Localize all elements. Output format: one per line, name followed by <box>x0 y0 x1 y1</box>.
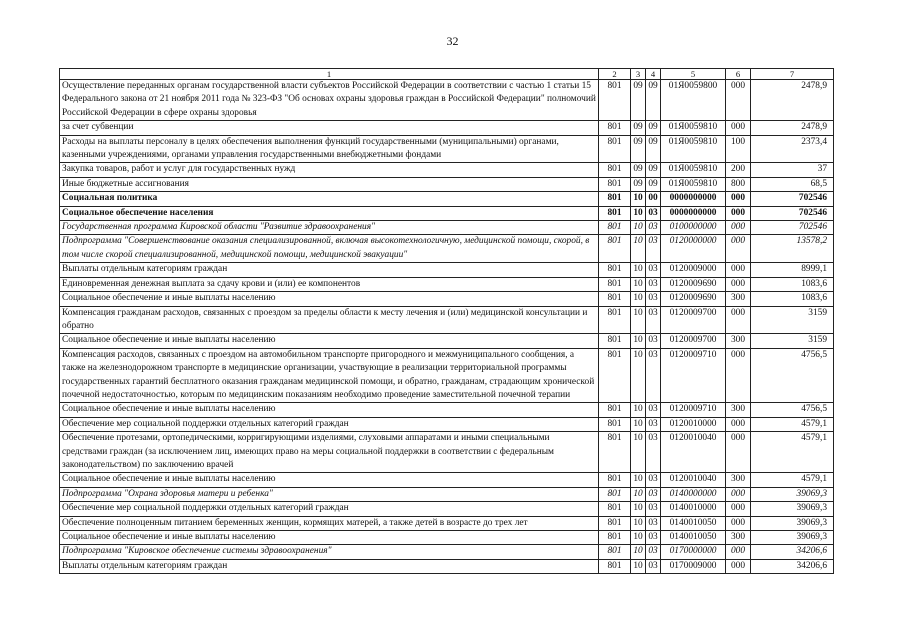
row-value-cell: 0120010040 <box>661 432 726 473</box>
row-value-cell: 0000000000 <box>661 192 726 206</box>
row-value-cell: 03 <box>646 432 661 473</box>
row-value-cell: 10 <box>631 516 646 530</box>
row-name-cell: Социальное обеспечение и иные выплаты населению <box>60 334 599 348</box>
row-value-cell: 0120000000 <box>661 235 726 263</box>
table-body <box>60 69 834 574</box>
row-value-cell: 0000000000 <box>661 206 726 220</box>
header-cell: 2 <box>599 69 631 80</box>
table-row <box>60 135 834 163</box>
row-name-cell: за счет субвенции <box>60 121 599 135</box>
row-value-cell: 200 <box>726 163 751 177</box>
row-value-cell: 10 <box>631 559 646 573</box>
row-value-cell: 03 <box>646 292 661 306</box>
row-value-cell: 801 <box>599 531 631 545</box>
row-value-cell: 2478,9 <box>751 121 834 135</box>
row-value-cell: 4756,5 <box>751 348 834 403</box>
row-value-cell: 03 <box>646 516 661 530</box>
row-name-cell: Обеспечение полноценным питанием беременных женщин, кормящих матерей, а также детей в возрасте до трех лет <box>60 516 599 530</box>
row-value-cell: 801 <box>599 417 631 431</box>
row-value-cell: 801 <box>599 432 631 473</box>
header-row <box>60 69 834 80</box>
row-value-cell: 300 <box>726 473 751 487</box>
row-value-cell: 000 <box>726 348 751 403</box>
row-value-cell: 000 <box>726 121 751 135</box>
row-value-cell: 300 <box>726 292 751 306</box>
row-value-cell: 1083,6 <box>751 292 834 306</box>
row-value-cell: 10 <box>631 292 646 306</box>
row-value-cell: 03 <box>646 417 661 431</box>
row-value-cell: 0120009700 <box>661 306 726 334</box>
row-value-cell: 03 <box>646 473 661 487</box>
row-value-cell: 801 <box>599 348 631 403</box>
row-value-cell: 09 <box>631 121 646 135</box>
row-name-cell: Иные бюджетные ассигнования <box>60 177 599 191</box>
table-row <box>60 163 834 177</box>
row-value-cell: 4579,1 <box>751 417 834 431</box>
row-value-cell: 01Я0059810 <box>661 177 726 191</box>
row-value-cell: 000 <box>726 192 751 206</box>
row-value-cell: 34206,6 <box>751 559 834 573</box>
row-name-cell: Обеспечение мер социальной поддержки отдельных категорий граждан <box>60 502 599 516</box>
table-row <box>60 473 834 487</box>
row-value-cell: 10 <box>631 334 646 348</box>
row-value-cell: 03 <box>646 206 661 220</box>
row-value-cell: 09 <box>631 135 646 163</box>
row-value-cell: 801 <box>599 235 631 263</box>
row-value-cell: 0120009700 <box>661 334 726 348</box>
row-value-cell: 03 <box>646 348 661 403</box>
row-value-cell: 68,5 <box>751 177 834 191</box>
row-value-cell: 03 <box>646 545 661 559</box>
row-value-cell: 0120009690 <box>661 277 726 291</box>
table-row <box>60 334 834 348</box>
row-value-cell: 03 <box>646 306 661 334</box>
row-value-cell: 801 <box>599 206 631 220</box>
row-value-cell: 0170009000 <box>661 559 726 573</box>
row-value-cell: 10 <box>631 545 646 559</box>
row-value-cell: 801 <box>599 473 631 487</box>
header-cell: 3 <box>631 69 646 80</box>
row-value-cell: 0140000000 <box>661 487 726 501</box>
row-value-cell: 0120009000 <box>661 263 726 277</box>
row-value-cell: 801 <box>599 80 631 121</box>
row-value-cell: 000 <box>726 263 751 277</box>
row-name-cell: Осуществление переданных органам государственной власти субъектов Российской Федерации в соответствии с частью 1 статьи 15 Федерального закона от 21 ноября 2011 года № 323-ФЗ "Об основах охраны здоровья граждан в Российской Федерации" полномочий Российской Федерации в сфере охраны здоровья <box>60 80 599 121</box>
row-value-cell: 000 <box>726 206 751 220</box>
row-value-cell: 0140010050 <box>661 516 726 530</box>
row-value-cell: 300 <box>726 334 751 348</box>
row-value-cell: 4579,1 <box>751 473 834 487</box>
table-row <box>60 432 834 473</box>
row-name-cell: Обеспечение протезами, ортопедическими, корригирующими изделиями, слуховыми аппаратами и иными специальными средствами граждан (за исключением лиц, имеющих право на меры социальной поддержки в соответствии с федеральным законодательством) по заключению врачей <box>60 432 599 473</box>
row-value-cell: 39069,3 <box>751 502 834 516</box>
row-name-cell: Компенсация расходов, связанных с проездом на автомобильном транспорте пригородного и межмуниципального сообщения, а также на железнодорожном транспорте в медицинские организации, участвующие в реализации территориальной программы государственных гарантий бесплатного оказания гражданам медицинской помощи, и обратно, гражданам, страдающим хронической почечной недостаточностью, которым по медицинским показаниям необходимо проведение заместительной почечной терапии <box>60 348 599 403</box>
row-value-cell: 2373,4 <box>751 135 834 163</box>
table-row <box>60 348 834 403</box>
row-value-cell: 000 <box>726 516 751 530</box>
row-value-cell: 4579,1 <box>751 432 834 473</box>
table-row <box>60 292 834 306</box>
row-value-cell: 801 <box>599 292 631 306</box>
row-value-cell: 000 <box>726 487 751 501</box>
row-name-cell: Социальное обеспечение населения <box>60 206 599 220</box>
row-value-cell: 000 <box>726 432 751 473</box>
row-value-cell: 39069,3 <box>751 487 834 501</box>
row-value-cell: 000 <box>726 235 751 263</box>
row-value-cell: 2478,9 <box>751 80 834 121</box>
table-row <box>60 177 834 191</box>
row-value-cell: 01Я0059810 <box>661 163 726 177</box>
row-value-cell: 801 <box>599 559 631 573</box>
row-value-cell: 702546 <box>751 192 834 206</box>
row-value-cell: 801 <box>599 177 631 191</box>
row-value-cell: 09 <box>631 177 646 191</box>
row-value-cell: 000 <box>726 277 751 291</box>
row-value-cell: 000 <box>726 306 751 334</box>
row-value-cell: 3159 <box>751 306 834 334</box>
row-value-cell: 702546 <box>751 206 834 220</box>
row-value-cell: 09 <box>646 163 661 177</box>
row-value-cell: 09 <box>631 80 646 121</box>
row-value-cell: 0100000000 <box>661 221 726 235</box>
row-value-cell: 801 <box>599 516 631 530</box>
row-value-cell: 03 <box>646 559 661 573</box>
table-row <box>60 277 834 291</box>
row-value-cell: 10 <box>631 192 646 206</box>
row-value-cell: 300 <box>726 531 751 545</box>
row-name-cell: Закупка товаров, работ и услуг для государственных нужд <box>60 163 599 177</box>
table-row <box>60 263 834 277</box>
row-value-cell: 10 <box>631 348 646 403</box>
row-value-cell: 10 <box>631 417 646 431</box>
header-cell: 6 <box>726 69 751 80</box>
row-value-cell: 800 <box>726 177 751 191</box>
row-value-cell: 801 <box>599 121 631 135</box>
row-value-cell: 10 <box>631 473 646 487</box>
page-number: 32 <box>446 34 459 48</box>
header-cell: 5 <box>661 69 726 80</box>
row-value-cell: 8999,1 <box>751 263 834 277</box>
row-value-cell: 39069,3 <box>751 516 834 530</box>
budget-table <box>59 68 834 574</box>
table-row <box>60 121 834 135</box>
row-value-cell: 34206,6 <box>751 545 834 559</box>
table-row <box>60 206 834 220</box>
row-value-cell: 37 <box>751 163 834 177</box>
row-value-cell: 0120010040 <box>661 473 726 487</box>
row-name-cell: Государственная программа Кировской области "Развитие здравоохранения" <box>60 221 599 235</box>
row-value-cell: 0140010050 <box>661 531 726 545</box>
row-value-cell: 03 <box>646 263 661 277</box>
row-value-cell: 03 <box>646 403 661 417</box>
row-value-cell: 702546 <box>751 221 834 235</box>
row-name-cell: Выплаты отдельным категориям граждан <box>60 559 599 573</box>
row-value-cell: 801 <box>599 403 631 417</box>
row-value-cell: 801 <box>599 135 631 163</box>
row-name-cell: Социальное обеспечение и иные выплаты населению <box>60 531 599 545</box>
row-value-cell: 0120009690 <box>661 292 726 306</box>
row-value-cell: 801 <box>599 277 631 291</box>
row-value-cell: 03 <box>646 531 661 545</box>
table-row <box>60 221 834 235</box>
table-row <box>60 235 834 263</box>
row-value-cell: 4756,5 <box>751 403 834 417</box>
row-value-cell: 10 <box>631 306 646 334</box>
row-value-cell: 09 <box>646 80 661 121</box>
row-value-cell: 39069,3 <box>751 531 834 545</box>
row-name-cell: Выплаты отдельным категориям граждан <box>60 263 599 277</box>
row-value-cell: 09 <box>646 177 661 191</box>
row-value-cell: 100 <box>726 135 751 163</box>
table-row <box>60 502 834 516</box>
table-row <box>60 531 834 545</box>
row-value-cell: 10 <box>631 487 646 501</box>
row-value-cell: 03 <box>646 277 661 291</box>
table-row <box>60 487 834 501</box>
row-value-cell: 300 <box>726 403 751 417</box>
row-value-cell: 801 <box>599 334 631 348</box>
row-name-cell: Подпрограмма "Кировское обеспечение системы здравоохранения" <box>60 545 599 559</box>
row-value-cell: 09 <box>646 135 661 163</box>
row-value-cell: 03 <box>646 502 661 516</box>
row-value-cell: 03 <box>646 334 661 348</box>
header-cell: 4 <box>646 69 661 80</box>
row-value-cell: 801 <box>599 192 631 206</box>
header-cell: 7 <box>751 69 834 80</box>
row-value-cell: 01Я0059810 <box>661 135 726 163</box>
row-value-cell: 10 <box>631 502 646 516</box>
row-value-cell: 03 <box>646 221 661 235</box>
row-value-cell: 000 <box>726 502 751 516</box>
row-value-cell: 000 <box>726 559 751 573</box>
row-value-cell: 801 <box>599 487 631 501</box>
row-value-cell: 801 <box>599 545 631 559</box>
row-value-cell: 0120009710 <box>661 348 726 403</box>
row-value-cell: 0140010000 <box>661 502 726 516</box>
row-value-cell: 10 <box>631 206 646 220</box>
table-row <box>60 516 834 530</box>
row-value-cell: 09 <box>631 163 646 177</box>
row-value-cell: 10 <box>631 235 646 263</box>
row-name-cell: Компенсация гражданам расходов, связанных с проездом за пределы области к месту лечения и (или) медицинской консультации и обратно <box>60 306 599 334</box>
row-value-cell: 01Я0059800 <box>661 80 726 121</box>
row-name-cell: Социальная политика <box>60 192 599 206</box>
row-name-cell: Социальное обеспечение и иные выплаты населению <box>60 473 599 487</box>
row-value-cell: 000 <box>726 80 751 121</box>
row-name-cell: Подпрограмма "Совершенствование оказания специализированной, включая высокотехнологичную, медицинской помощи, скорой, в том числе скорой специализированной, медицинской помощи, медицинской эвакуации" <box>60 235 599 263</box>
row-value-cell: 801 <box>599 263 631 277</box>
table-row <box>60 545 834 559</box>
table-row <box>60 403 834 417</box>
row-value-cell: 03 <box>646 487 661 501</box>
row-name-cell: Обеспечение мер социальной поддержки отдельных категорий граждан <box>60 417 599 431</box>
row-value-cell: 10 <box>631 221 646 235</box>
table-row <box>60 559 834 573</box>
row-value-cell: 1083,6 <box>751 277 834 291</box>
row-value-cell: 3159 <box>751 334 834 348</box>
row-value-cell: 01Я0059810 <box>661 121 726 135</box>
row-value-cell: 09 <box>646 121 661 135</box>
table-row <box>60 306 834 334</box>
row-value-cell: 10 <box>631 263 646 277</box>
row-value-cell: 0120010000 <box>661 417 726 431</box>
table-row <box>60 192 834 206</box>
row-value-cell: 000 <box>726 221 751 235</box>
row-value-cell: 10 <box>631 531 646 545</box>
row-name-cell: Подпрограмма "Охрана здоровья матери и ребенка" <box>60 487 599 501</box>
table-row <box>60 417 834 431</box>
row-value-cell: 10 <box>631 403 646 417</box>
row-name-cell: Единовременная денежная выплата за сдачу крови и (или) ее компонентов <box>60 277 599 291</box>
row-name-cell: Расходы на выплаты персоналу в целях обеспечения выполнения функций государственными (муниципальными) органами, казенными учреждениями, органами управления государственными внебюджетными фондами <box>60 135 599 163</box>
row-value-cell: 801 <box>599 502 631 516</box>
row-name-cell: Социальное обеспечение и иные выплаты населению <box>60 403 599 417</box>
table-row <box>60 80 834 121</box>
row-value-cell: 801 <box>599 221 631 235</box>
row-value-cell: 801 <box>599 163 631 177</box>
row-value-cell: 13578,2 <box>751 235 834 263</box>
row-value-cell: 03 <box>646 235 661 263</box>
row-value-cell: 0170000000 <box>661 545 726 559</box>
row-value-cell: 000 <box>726 417 751 431</box>
row-name-cell: Социальное обеспечение и иные выплаты населению <box>60 292 599 306</box>
row-value-cell: 00 <box>646 192 661 206</box>
header-cell: 1 <box>60 69 599 80</box>
row-value-cell: 10 <box>631 277 646 291</box>
row-value-cell: 801 <box>599 306 631 334</box>
row-value-cell: 10 <box>631 432 646 473</box>
row-value-cell: 0120009710 <box>661 403 726 417</box>
row-value-cell: 000 <box>726 545 751 559</box>
